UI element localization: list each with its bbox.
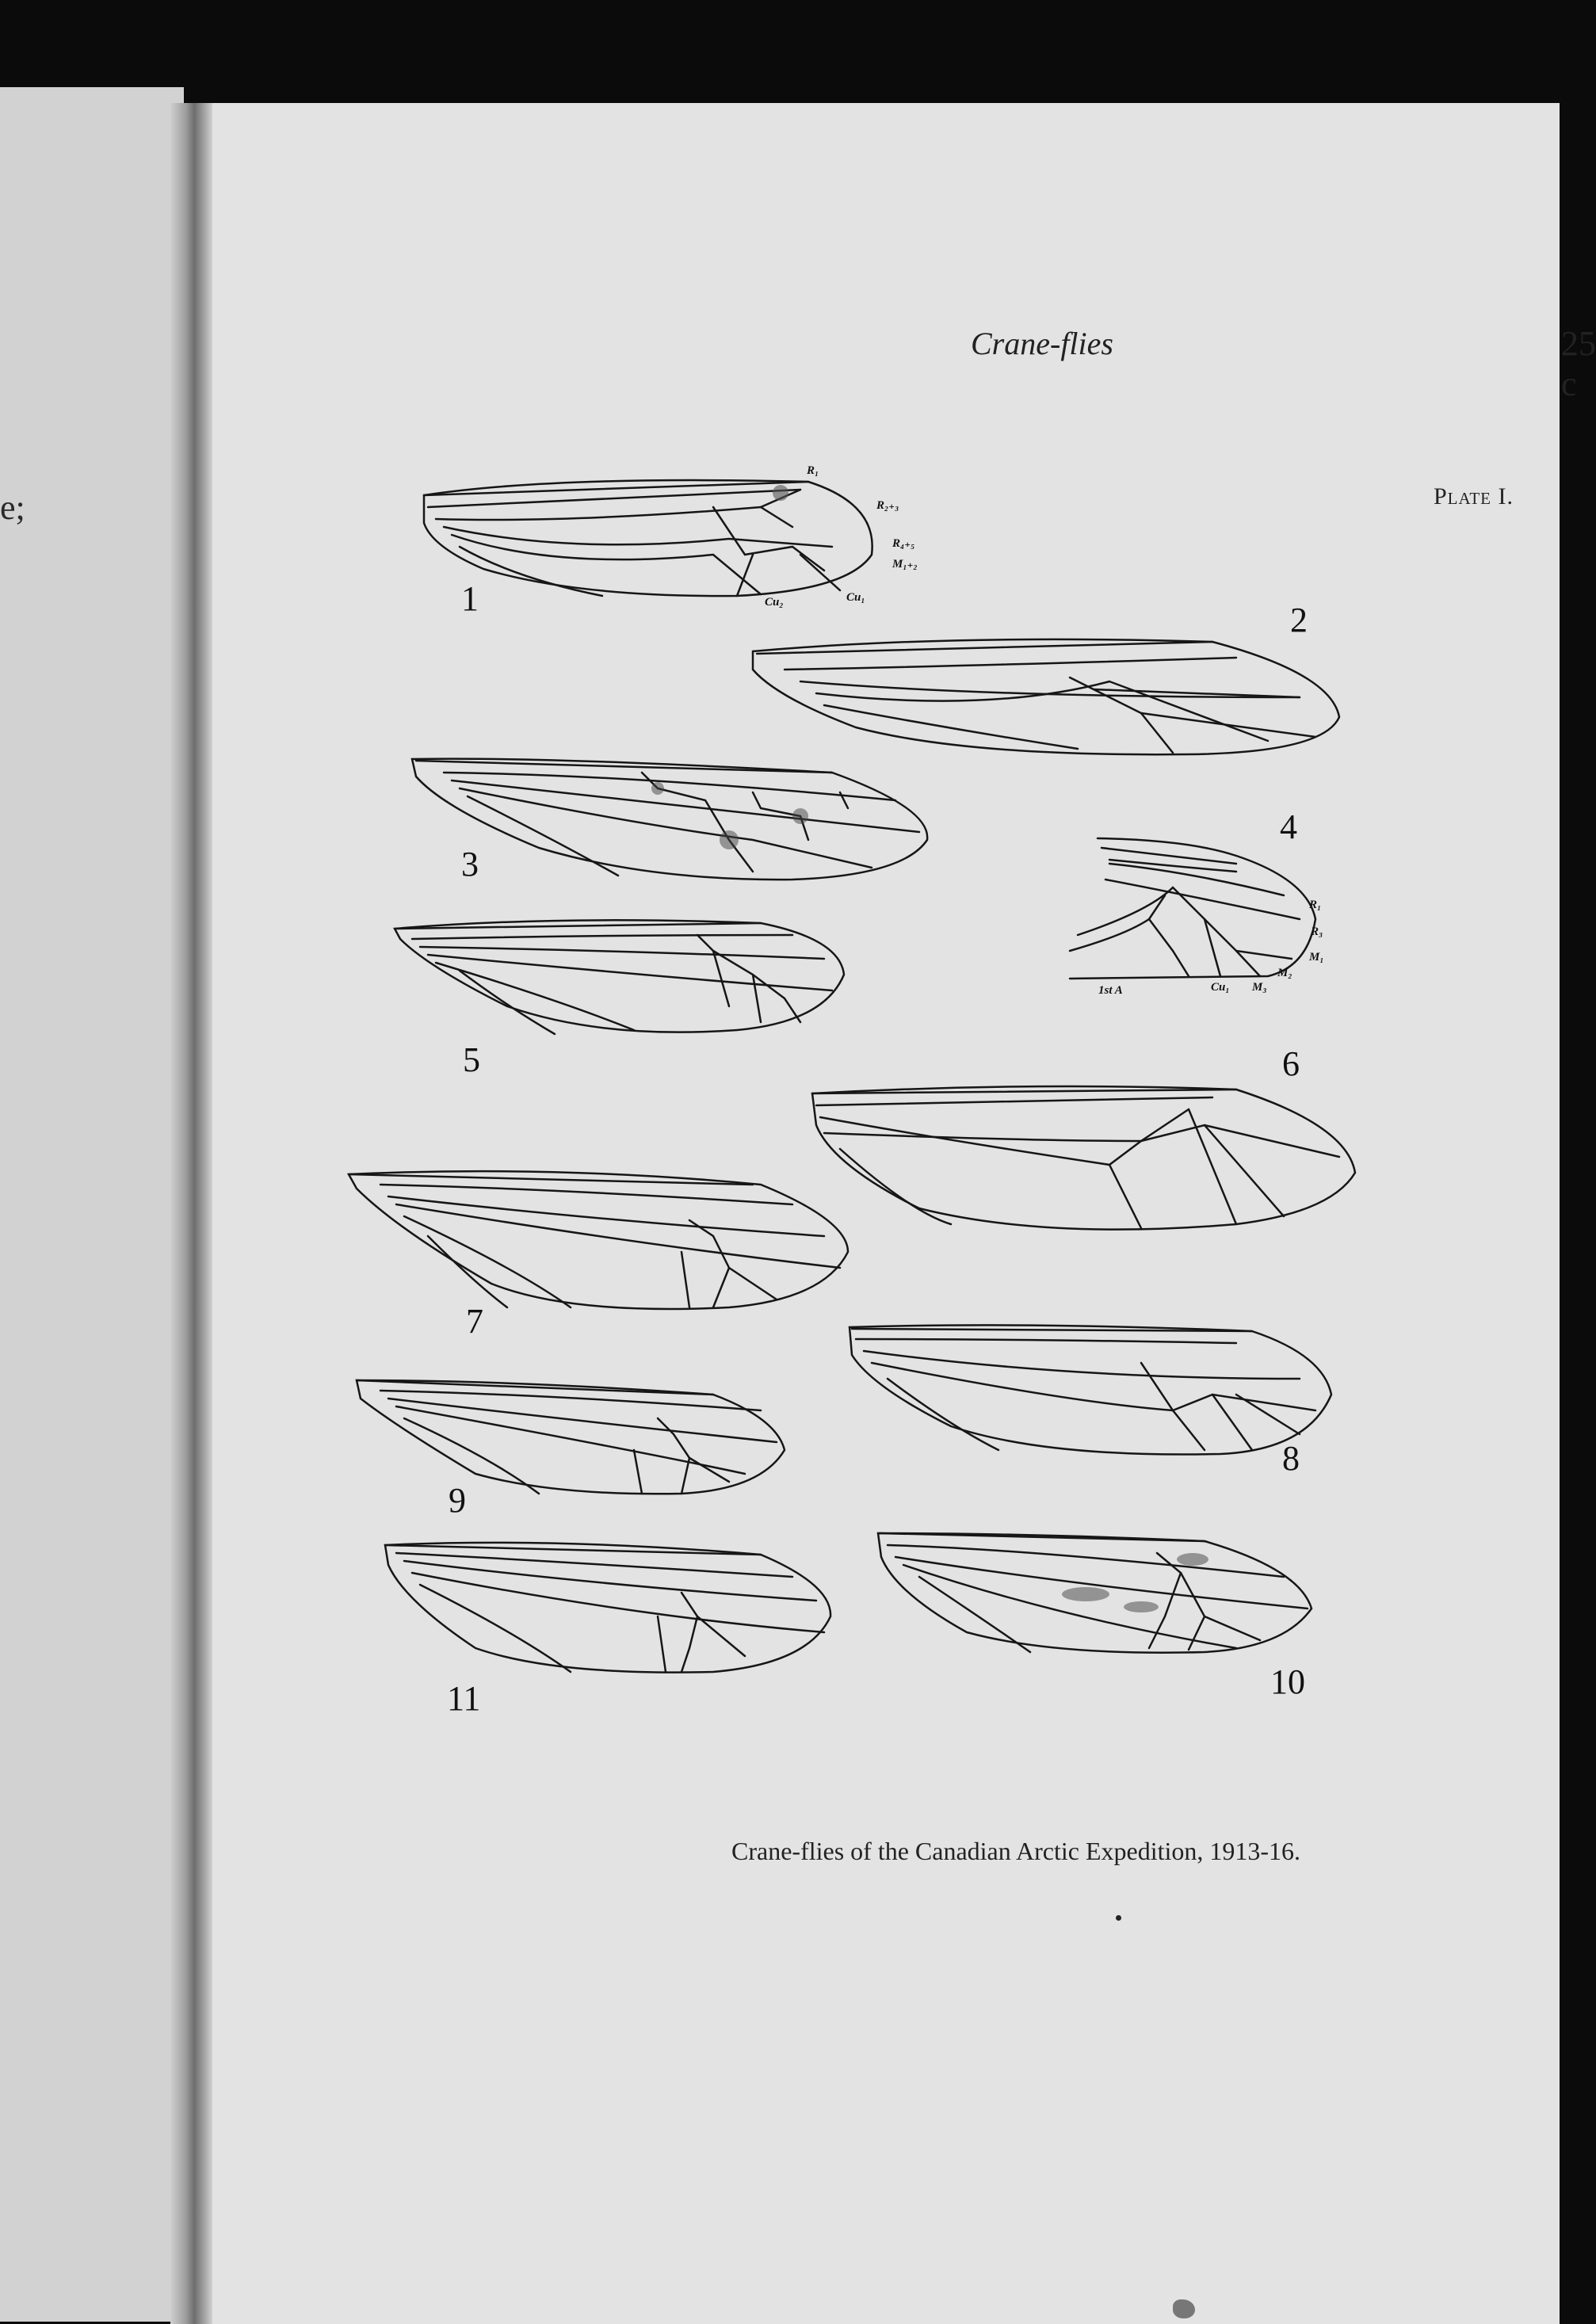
wing-figure-5 [395,920,844,1034]
vein-label: Cu₂ [765,596,784,609]
wing-figure-9 [357,1380,785,1494]
figure-number-11: 11 [447,1679,481,1718]
figure-number-6: 6 [1282,1044,1300,1083]
wing-figure-2 [753,639,1339,754]
ink-dot [1116,1915,1121,1921]
figure-number-3: 3 [461,845,479,883]
vein-label: R₁ [1309,899,1322,911]
vein-label: M₁₊₂ [892,558,918,571]
left-page-text-fragment: e; [0,488,25,527]
wing-figure-3 [412,759,927,880]
vein-label: R₂₊₃ [876,499,899,512]
scan-debris [1173,2299,1195,2318]
figure-number-1: 1 [461,579,479,618]
vein-labels-figure-1 [765,464,918,609]
vein-label: M₃ [1252,981,1267,994]
plate-label: Plate I. [1434,483,1514,509]
vein-label: R₁ [807,464,819,477]
figure-number-9: 9 [449,1481,466,1520]
wing-figure-11 [385,1543,830,1673]
plate-caption: Crane-flies of the Canadian Arctic Expedition, 1913-16. [731,1837,1301,1865]
figure-number-8: 8 [1282,1439,1300,1478]
figure-number-7: 7 [466,1302,483,1341]
vein-label: M₁ [1309,951,1324,964]
vein-label: M₂ [1277,967,1292,979]
wing-figure-4 [1070,838,1315,979]
wing-figure-10 [878,1533,1312,1653]
page-number: 25 c [1561,324,1596,403]
figure-numbers [447,579,1308,1718]
vein-label: R₃ [1311,925,1323,938]
wing-figure-7 [349,1171,848,1309]
figure-number-5: 5 [463,1040,480,1079]
running-title: Crane-flies [971,326,1113,361]
wing-figure-1 [424,480,872,596]
wing-figure-8 [850,1325,1331,1454]
figure-number-2: 2 [1290,601,1308,639]
vein-label: R₄₊₅ [892,537,915,550]
vein-label: Cu₁ [1211,981,1230,994]
figure-number-4: 4 [1280,807,1297,846]
wing-figures [349,480,1355,1673]
wing-figure-6 [812,1086,1355,1230]
vein-label: 1st A [1098,984,1123,997]
figure-number-10: 10 [1270,1662,1305,1701]
vein-label: Cu₁ [846,591,865,604]
